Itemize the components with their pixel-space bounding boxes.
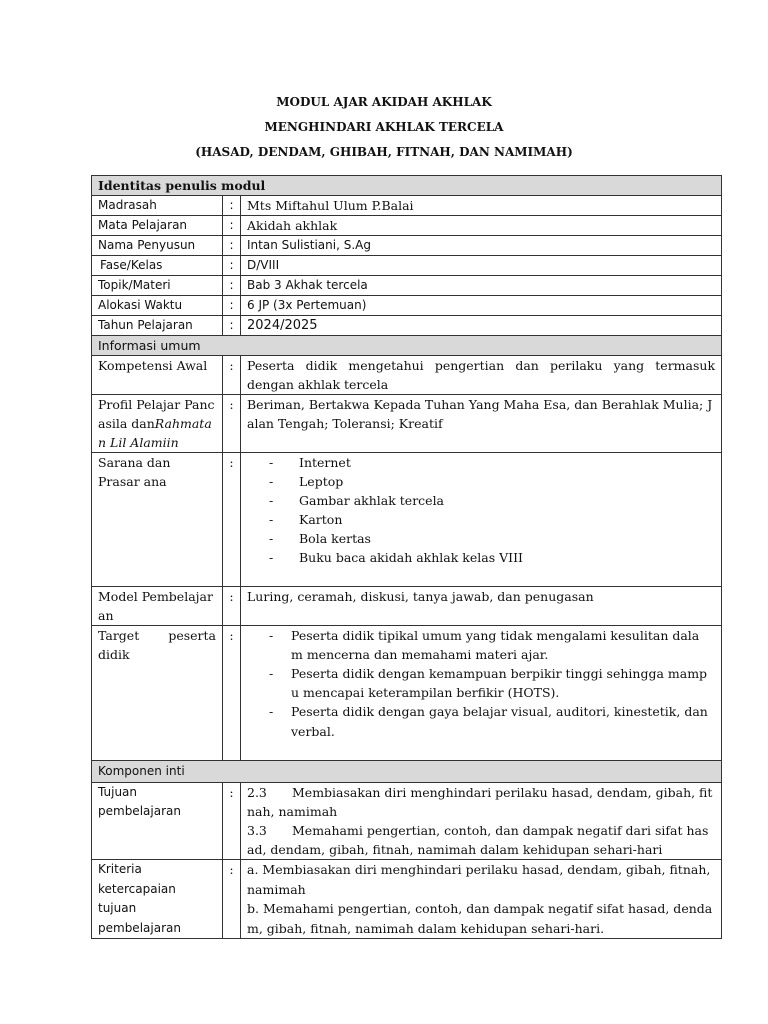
target-label-line — [98, 626, 216, 645]
row-label: Mata Pelajaran — [92, 216, 223, 236]
target-label-c: didik — [98, 647, 130, 662]
list-item: - Karton — [269, 510, 715, 529]
document-title-block — [0, 93, 768, 168]
separator-colon: : — [223, 356, 241, 395]
title-line-3: (HASAD, DENDAM, GHIBAH, FITNAH, DAN NAMIMAH) — [195, 145, 573, 159]
informasi-header: Informasi umum — [92, 336, 722, 356]
row-value: 6 JP (3x Pertemuan) — [241, 296, 722, 316]
separator-colon: : — [223, 587, 241, 626]
tujuan-label-b: pembelajaran — [98, 804, 181, 818]
row-value: Mts Miftahul Ulum P.Balai — [241, 196, 722, 216]
sarana-label: Sarana dan Prasar ana — [92, 453, 223, 587]
kriteria-item: a. Membiasakan diri menghindari perilaku hasad, dendam, gibah, fitnah, namimah — [247, 862, 711, 897]
kriteria-label-a: Kriteria — [98, 862, 142, 876]
list-item: - Leptop — [269, 472, 715, 491]
sarana-list — [247, 453, 715, 567]
separator-colon: : — [223, 296, 241, 316]
table-row — [92, 216, 722, 236]
separator-colon: : — [223, 236, 241, 256]
kriteria-item: b. Memahami pengertian, contoh, dan dampak negatif sifat hasad, denda m, gibah, fitnah, namimah dalam kehidupan sehari-hari. — [247, 901, 713, 936]
kriteria-label-d: pembelajaran — [98, 920, 181, 935]
model-value: Luring, ceramah, diskusi, tanya jawab, dan penugasan — [241, 587, 722, 626]
separator-colon: : — [223, 276, 241, 296]
table-row — [92, 783, 722, 860]
kompetensi-value: Peserta didik mengetahui pengertian dan perilaku yang termasuk dengan akhlak tercela — [241, 356, 722, 395]
row-label: Fase/Kelas — [92, 256, 223, 276]
target-label-b: peserta — [168, 628, 216, 643]
target-value — [241, 626, 722, 761]
profil-label — [92, 395, 223, 453]
separator-colon: : — [223, 626, 241, 761]
separator-colon: : — [223, 316, 241, 336]
tujuan-text: Memahami pengertian, contoh, dan dampak negatif dari sifat has ad, dendam, gibah, fitnah, namimah dalam kehidupan sehari-hari — [247, 823, 709, 857]
table-row — [92, 256, 722, 276]
separator-colon: : — [223, 256, 241, 276]
separator-colon: : — [223, 783, 241, 860]
section-header-komponen — [92, 761, 722, 783]
separator-colon: : — [223, 196, 241, 216]
list-item: - Buku baca akidah akhlak kelas VIII — [269, 548, 715, 567]
sarana-value — [241, 453, 722, 587]
separator-colon: : — [223, 860, 241, 939]
tujuan-label — [92, 783, 223, 860]
title-line-2: MENGHINDARI AKHLAK TERCELA — [264, 120, 504, 134]
list-item: - Gambar akhlak tercela — [269, 491, 715, 510]
row-value: Intan Sulistiani, S.Ag — [241, 236, 722, 256]
model-label: Model Pembelajar an — [92, 587, 223, 626]
separator-colon: : — [223, 395, 241, 453]
table-row — [92, 196, 722, 216]
row-label: Nama Penyusun — [92, 236, 223, 256]
list-item: - Peserta didik tipikal umum yang tidak mengalami kesulitan dala m mencerna dan memahami materi ajar. — [269, 626, 715, 664]
kompetensi-label: Kompetensi Awal — [92, 356, 223, 395]
tujuan-value — [241, 783, 722, 860]
identitas-header: Identitas penulis modul — [92, 176, 722, 196]
tujuan-label-a: Tujuan — [98, 785, 138, 799]
tujuan-text: Membiasakan diri menghindari perilaku hasad, dendam, gibah, fit nah, namimah — [247, 785, 713, 819]
row-label: Madrasah — [92, 196, 223, 216]
target-label-a: Target — [98, 628, 140, 643]
profil-label-a: Profil Pelajar Panc asila dan — [98, 397, 215, 431]
profil-value: Beriman, Bertakwa Kepada Tuhan Yang Maha Esa, dan Berahlak Mulia; J alan Tengah; Toleransi; Kreatif — [241, 395, 722, 453]
kriteria-label-c: tujuan — [98, 901, 137, 915]
separator-colon: : — [223, 453, 241, 587]
table-row — [92, 626, 722, 761]
tujuan-item — [247, 821, 715, 859]
table-row — [92, 236, 722, 256]
section-header-informasi — [92, 336, 722, 356]
tujuan-num: 3.3 — [247, 823, 267, 838]
list-item: - Peserta didik dengan kemampuan berpikir tinggi sehingga mamp u mencapai keterampilan berfikir (HOTS). — [269, 664, 715, 702]
row-label: Tahun Pelajaran — [92, 316, 223, 336]
title-line-1: MODUL AJAR AKIDAH AKHLAK — [276, 95, 492, 109]
row-label: Alokasi Waktu — [92, 296, 223, 316]
list-item: - Internet — [269, 453, 715, 472]
table-row — [92, 296, 722, 316]
module-table — [91, 175, 722, 939]
row-value: Bab 3 Akhak tercela — [241, 276, 722, 296]
table-row — [92, 860, 722, 939]
table-row — [92, 453, 722, 587]
tujuan-num: 2.3 — [247, 785, 267, 800]
tujuan-item — [247, 783, 715, 821]
row-value: D/VIII — [241, 256, 722, 276]
row-value: Akidah akhlak — [241, 216, 722, 236]
target-list — [247, 626, 715, 742]
komponen-header: Komponen inti — [92, 761, 722, 783]
separator-colon: : — [223, 216, 241, 236]
target-label — [92, 626, 223, 761]
table-row — [92, 276, 722, 296]
table-row — [92, 587, 722, 626]
kriteria-label — [92, 860, 223, 939]
table-row — [92, 356, 722, 395]
section-header-identitas — [92, 176, 722, 196]
table-row — [92, 395, 722, 453]
table-row — [92, 316, 722, 336]
row-value: 2024/2025 — [241, 316, 722, 336]
profil-label-b: Rahmata n Lil Alamiin — [98, 416, 212, 450]
list-item: - Bola kertas — [269, 529, 715, 548]
kriteria-label-b: ketercapaian — [98, 881, 176, 896]
kriteria-value — [241, 860, 722, 939]
list-item: - Peserta didik dengan gaya belajar visual, auditori, kinestetik, dan verbal. — [269, 702, 715, 742]
row-label: Topik/Materi — [92, 276, 223, 296]
